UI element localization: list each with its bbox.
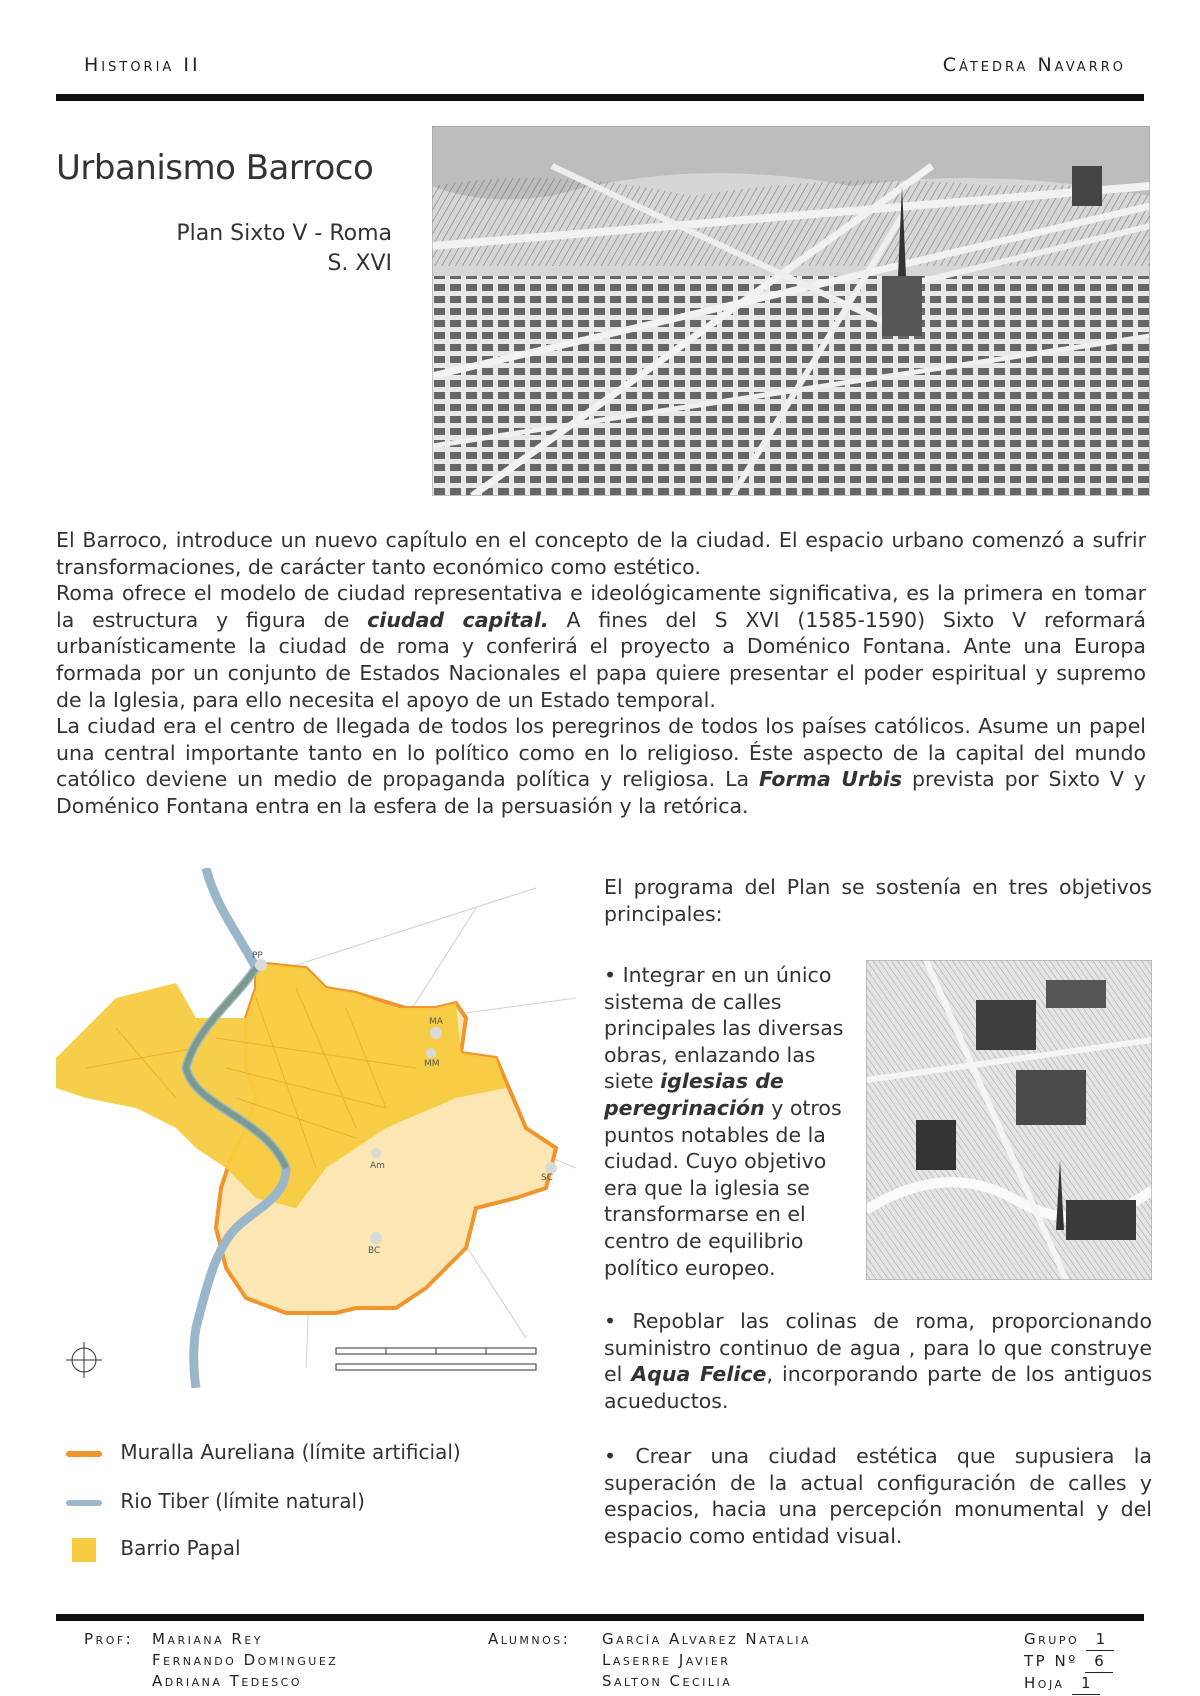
map-label-ma: MA [429,1017,443,1027]
footer-alumnos-label: Alumnos: [488,1630,571,1648]
map-label-mm: MM [424,1059,440,1069]
prof-name: Fernando Dominguez [152,1651,339,1669]
subtitle-century: S. XVI [327,251,392,276]
footer-rule [56,1614,1144,1621]
page-title: Urbanismo Barroco [56,148,374,188]
tp-field: TP Nº 6 [1024,1651,1114,1673]
pilgrim-churches-engraving [866,960,1152,1280]
rome-engraving-image [432,126,1150,496]
student-name: Salton Cecilia [602,1672,733,1690]
header-course: Historia II [84,54,201,76]
group-field: Grupo 1 [1024,1629,1114,1651]
rome-map [56,868,576,1388]
intro-text [56,527,1146,820]
program-intro: El programa del Plan se sostenía en tres objetivos principales: [604,875,1152,926]
subtitle-plan: Plan Sixto V - Roma [176,221,392,246]
intro-paragraph-2: Roma ofrece el modelo de ciudad representativa e ideológicamente significativa, es la primera en tomar la estructura y figura de ciudad capital. A fines del S XVI (1585-1590) Sixto V reformará urbanísticamente la ciudad de roma y conferirá el proyecto a Doménico Fontana. Ante una Europa formada por un conjunto de Estados Nacionales el papa quiere presentar el poder espiritual y supremo de la Iglesia, para ello necesita el apoyo de un Estado temporal. [56,581,1146,712]
sheet-field: Hoja 1 [1024,1673,1114,1695]
legend-swatch-line [66,1500,102,1506]
student-name: García Alvarez Natalia [602,1630,812,1648]
footer-prof-label: Prof: [84,1630,134,1648]
legend-swatch-line [66,1451,102,1457]
map-label-pp: PP [252,951,263,961]
footer-meta [1024,1629,1114,1695]
prof-name: Adriana Tedesco [152,1672,303,1690]
legend-swatch-fill [72,1538,96,1562]
student-name: Laserre Javier [602,1651,731,1669]
map-label-am: Am [370,1161,385,1171]
forma-urbis-emphasis: Forma Urbis [759,767,903,792]
map-label-bc: BC [368,1246,381,1256]
map-label-sc: SC [541,1173,553,1183]
objective-2: • Repoblar las colinas de roma, proporcionando suministro continuo de agua , para lo que construye el Aqua Felice, incorporando parte de los antiguos acueductos. [604,1309,1152,1413]
footer-alumnos [602,1629,811,1692]
ciudad-capital-emphasis: ciudad capital. [367,607,549,632]
header-rule [56,94,1144,101]
intro-paragraph-1: El Barroco, introduce un nuevo capítulo en el concepto de la ciudad. El espacio urbano comenzó a sufrir transformaciones, de carácter tanto económico como estético. [56,528,1146,579]
objective-3: • Crear una ciudad estética que supusiera la superación de la actual configuración de calles y espacios, hacia una percepción monumental y del espacio como entidad visual. [604,1444,1152,1548]
legend-item-muralla: Muralla Aureliana (límite artificial) [66,1440,461,1464]
header-chair: Cátedra Navarro [942,54,1126,76]
aqua-felice-emphasis: Aqua Felice [631,1362,767,1387]
intro-paragraph-3: La ciudad era el centro de llegada de todos los peregrinos de todos los países católicos. Asume un papel una central importante tanto en lo político como en lo religioso. Éste aspecto de la capital del mundo católico deviene un medio de propaganda política y religiosa. La Forma Urbis prevista por Sixto V y Doménico Fontana entra en la esfera de la persuasión y la retórica. [56,714,1146,818]
objective-1: • Integrar en un único sistema de calles principales las diversas obras, enlazando las siete iglesias de peregrinación y otros puntos notables de la ciudad. Cuyo objetivo era que la iglesia se transformarse en el centro de equilibrio político europeo. [604,963,844,1280]
prof-name: Mariana Rey [152,1630,263,1648]
footer-profs [152,1629,338,1692]
legend-item-tiber: Rio Tiber (límite natural) [66,1489,365,1513]
legend-item-barrio-papal: Barrio Papal [66,1536,241,1562]
iglesias-emphasis: iglesias de peregrinación [604,1069,784,1120]
